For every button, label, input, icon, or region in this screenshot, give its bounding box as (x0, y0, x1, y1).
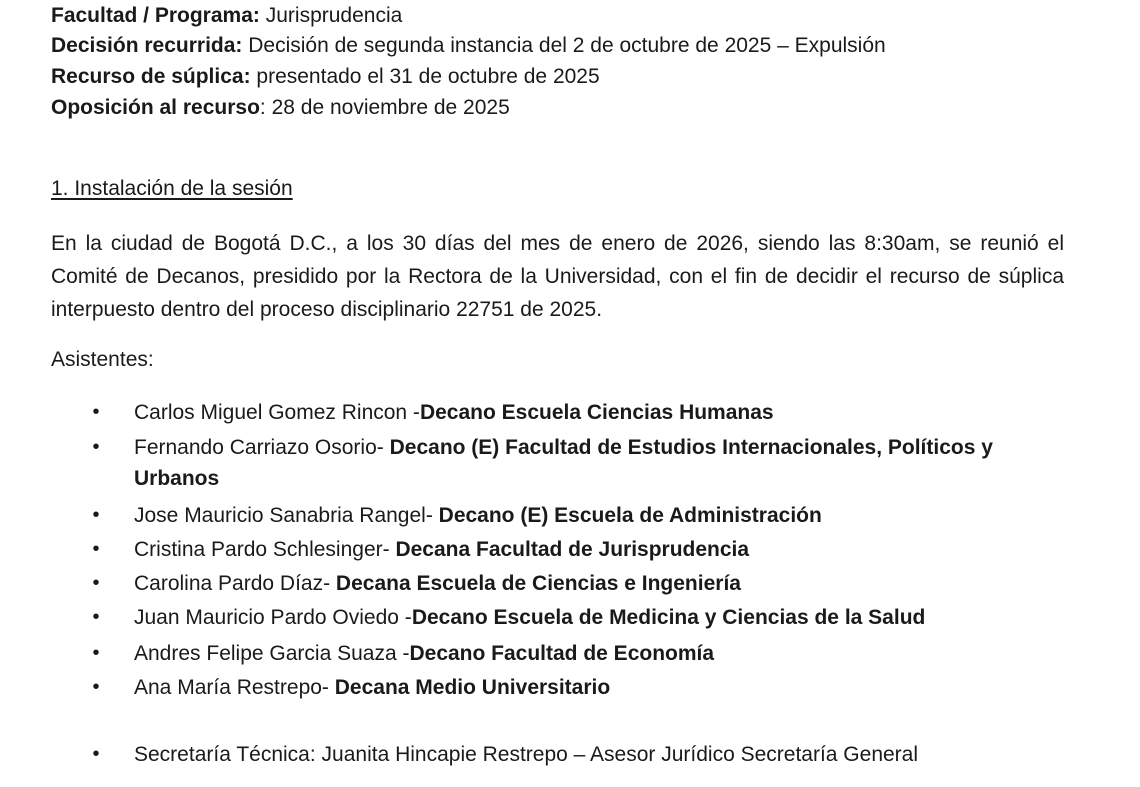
attendee-item (92, 397, 1034, 428)
attendee-item (92, 672, 1034, 703)
attendee-item (92, 432, 1034, 494)
meta-recurso-value: presentado el 31 de octubre de 2025 (250, 65, 600, 88)
meta-decision-label: Decisión recurrida: (51, 34, 243, 57)
bullet-icon: • (92, 401, 100, 423)
attendee-name: Carolina Pardo Díaz- (134, 572, 336, 595)
attendee-name: Fernando Carriazo Osorio- (134, 436, 390, 459)
bullet-icon: • (92, 572, 100, 594)
meta-oposicion (51, 93, 510, 123)
meta-oposicion-label: Oposición al recurso (51, 96, 260, 119)
attendee-name: Jose Mauricio Sanabria Rangel- (134, 504, 439, 527)
bullet-icon: • (92, 436, 100, 458)
attendee-role: Decano Facultad de Economía (409, 642, 715, 665)
meta-oposicion-value: : 28 de noviembre de 2025 (259, 96, 510, 119)
attendee-role: Decano (E) Escuela de Administración (438, 504, 822, 527)
meta-recurso (51, 62, 600, 92)
attendees-label: Asistentes: (51, 348, 154, 371)
attendee-item (92, 602, 1034, 633)
attendee-role: Decano Escuela Ciencias Humanas (419, 401, 774, 424)
meta-decision-value: Decisión de segunda instancia del 2 de octubre de 2025 – Expulsión (242, 34, 886, 57)
attendee-item (92, 638, 1034, 669)
secretary-text: Secretaría Técnica: Juanita Hincapie Restrepo – Asesor Jurídico Secretaría General (134, 743, 919, 766)
meta-recurso-label: Recurso de súplica: (51, 65, 251, 88)
section-paragraph: En la ciudad de Bogotá D.C., a los 30 días del mes de enero de 2026, siendo las 8:30am, se reunió el Comité de Decanos, presidido por la Rectora de la Universidad, con el fin de decidir el recurso de súplica interpuesto dentro del proceso disciplinario 22751 de 2025. (51, 232, 1064, 321)
bullet-icon: • (92, 743, 100, 765)
attendee-item (92, 534, 1034, 565)
attendee-name: Carlos Miguel Gomez Rincon - (134, 401, 420, 424)
attendee-role: Decana Escuela de Ciencias e Ingeniería (335, 572, 741, 595)
attendee-role: Decano (E) Facultad de Estudios Internacionales, Políticos y Urbanos (134, 436, 993, 490)
bullet-icon: • (92, 504, 100, 526)
bullet-icon: • (92, 538, 100, 560)
attendee-name: Juan Mauricio Pardo Oviedo - (134, 606, 412, 629)
bullet-icon: • (92, 606, 100, 628)
attendee-role: Decana Facultad de Jurisprudencia (395, 538, 750, 561)
meta-facultad-label: Facultad / Programa: (51, 4, 260, 27)
attendee-name: Andres Felipe Garcia Suaza - (134, 642, 410, 665)
attendee-name: Cristina Pardo Schlesinger- (134, 538, 396, 561)
bullet-icon: • (92, 676, 100, 698)
meta-facultad-value: Jurisprudencia (259, 4, 403, 27)
attendee-item (92, 500, 1034, 531)
section-title: 1. Instalación de la sesión (51, 177, 293, 200)
meta-facultad (51, 1, 402, 31)
meta-decision (51, 31, 886, 61)
attendee-role: Decano Escuela de Medicina y Ciencias de la Salud (411, 606, 926, 629)
attendee-secretary (92, 739, 1034, 770)
attendee-item (92, 568, 1034, 599)
attendee-name: Ana María Restrepo- (134, 676, 335, 699)
bullet-icon: • (92, 642, 100, 664)
attendee-role: Decana Medio Universitario (334, 676, 611, 699)
